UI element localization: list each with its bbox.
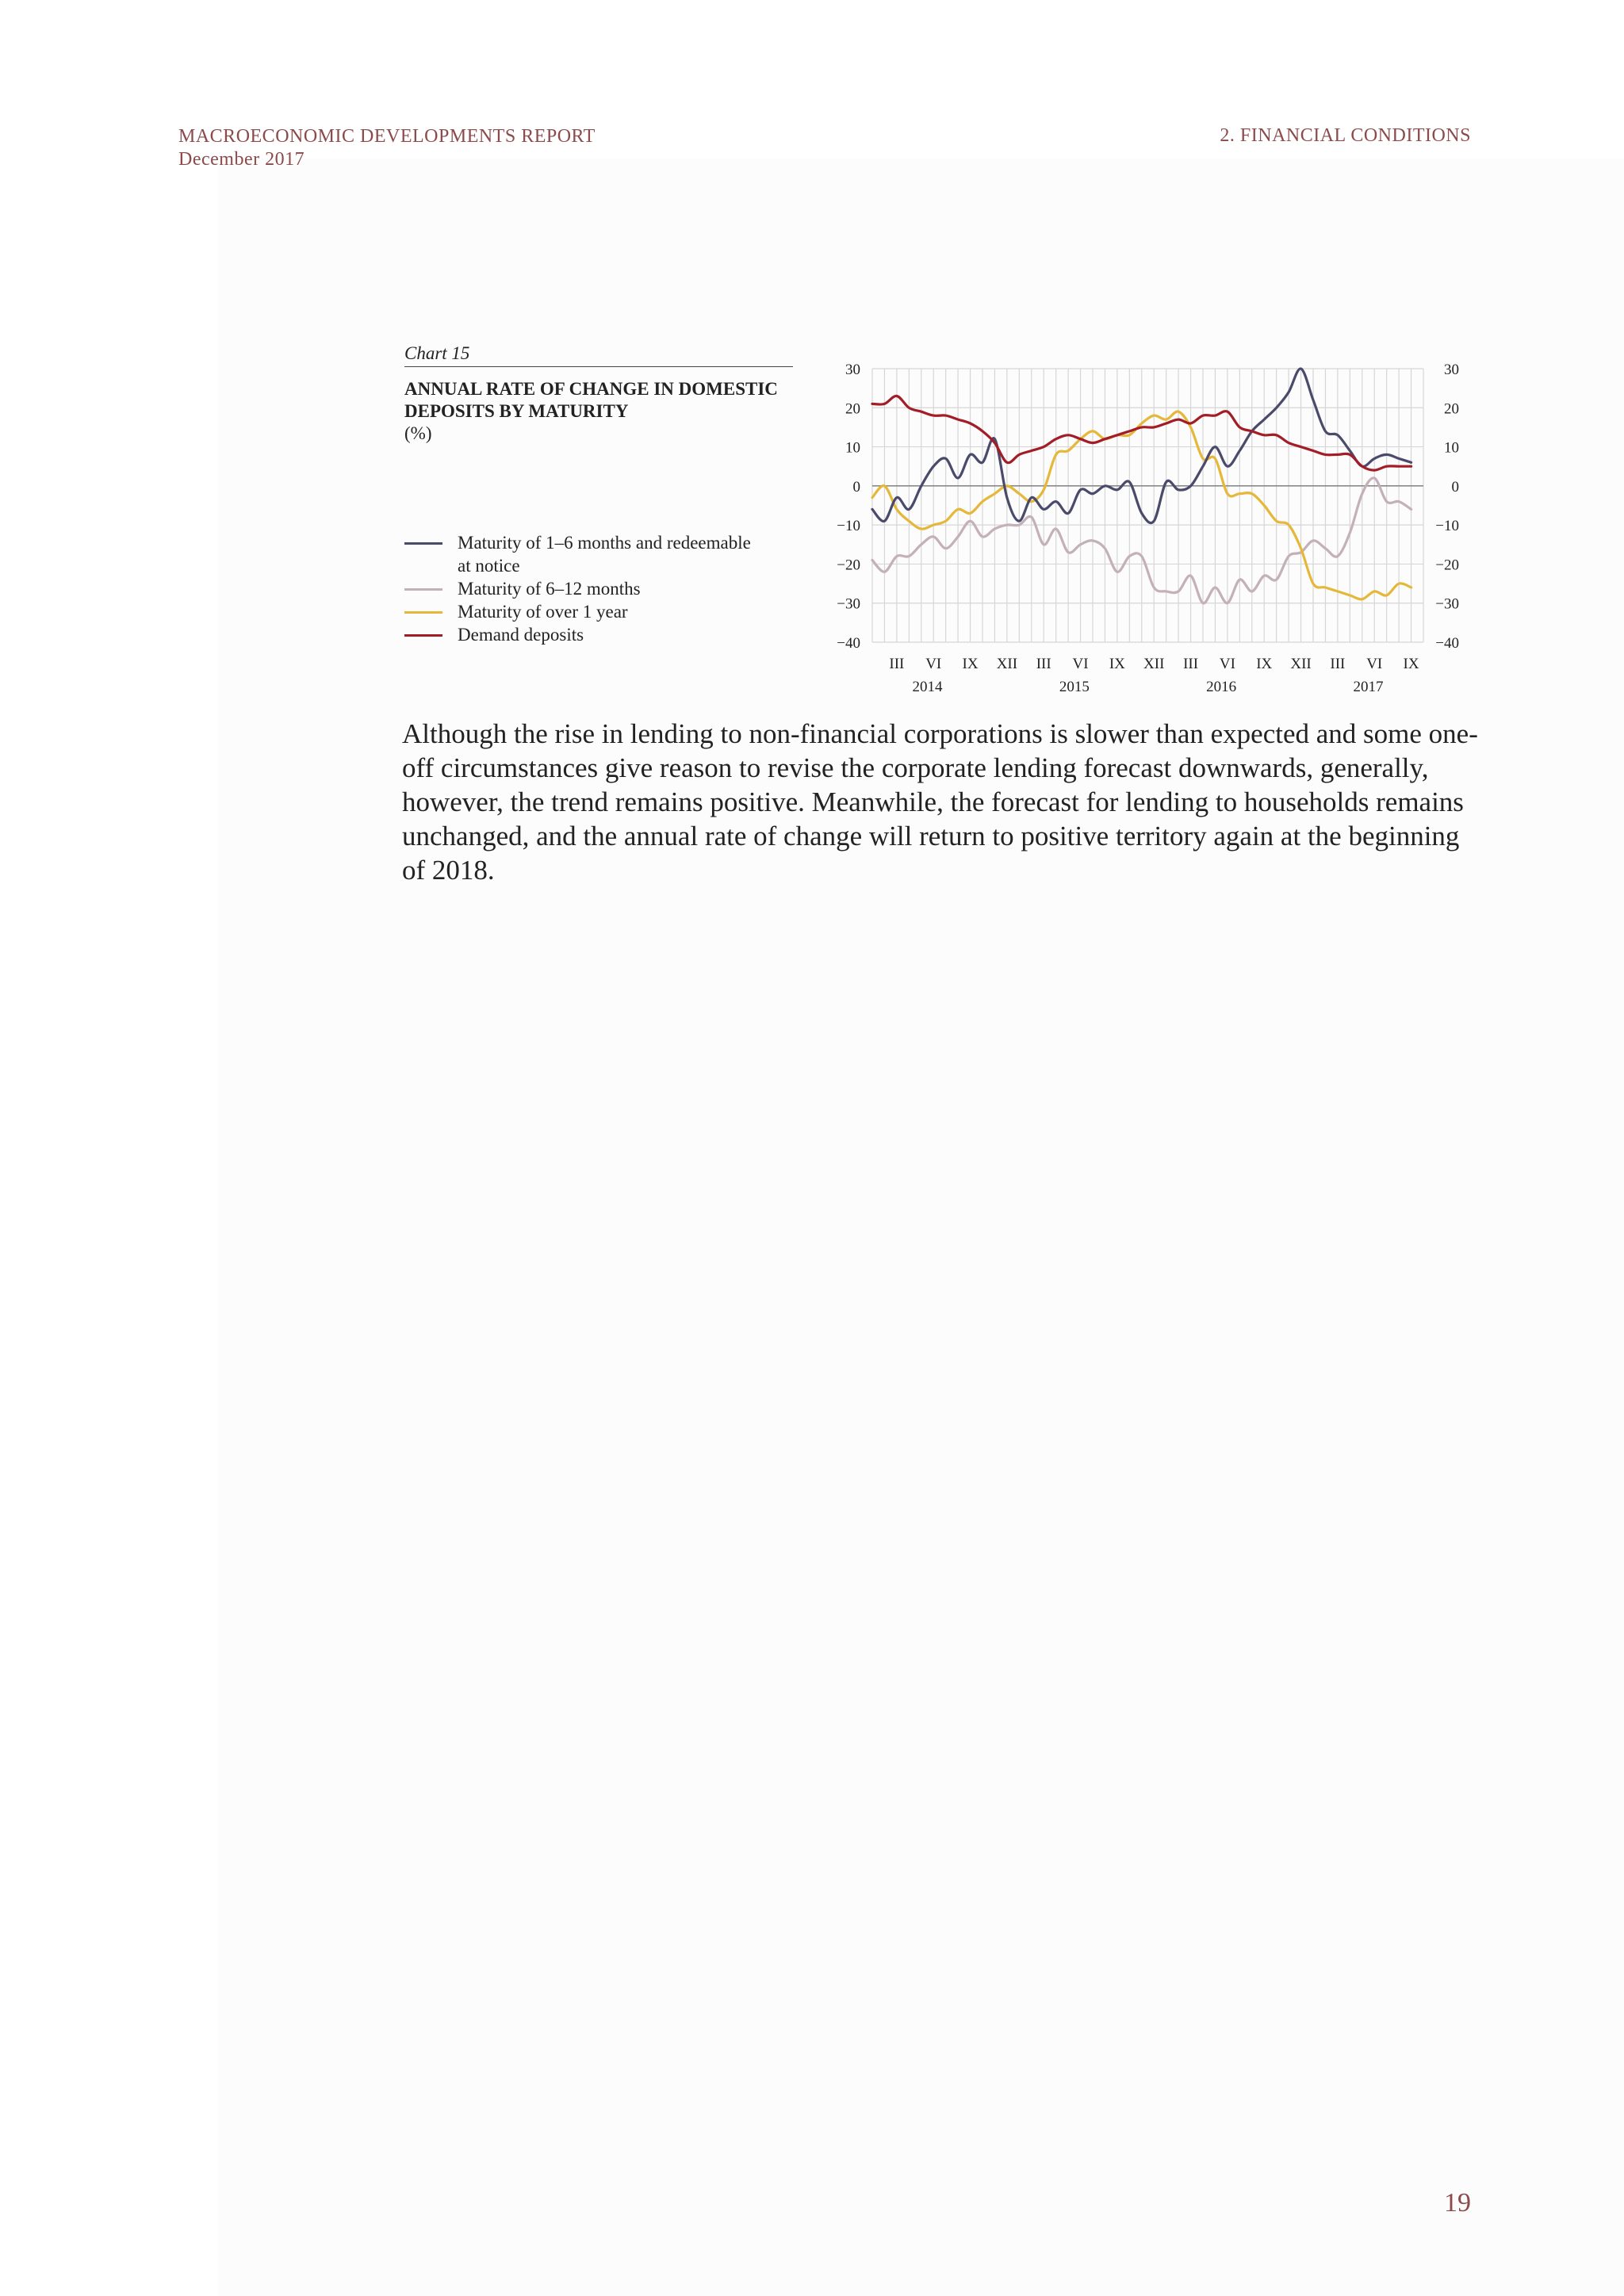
- chart-title-line-1: ANNUAL RATE OF CHANGE IN DOMESTIC: [404, 379, 778, 399]
- legend-item: [404, 577, 777, 600]
- x-tick-label: XII: [996, 656, 1018, 672]
- x-year-label: 2016: [1206, 679, 1237, 695]
- legend-label: Maturity of over 1 year: [458, 602, 628, 622]
- legend-label-continued: at notice: [458, 556, 520, 576]
- chart-title: [404, 378, 801, 423]
- x-tick-label: III: [1330, 656, 1346, 672]
- x-tick-label: VI: [1219, 656, 1235, 672]
- report-header: [178, 125, 596, 171]
- legend-swatch: [404, 611, 442, 614]
- chart-number: Chart 15: [404, 343, 793, 367]
- report-title: MACROECONOMIC DEVELOPMENTS REPORT: [178, 126, 596, 147]
- y-tick-label-left: −20: [837, 557, 860, 574]
- line-chart: [825, 349, 1459, 698]
- legend-swatch: [404, 542, 442, 545]
- legend-swatch: [404, 634, 442, 637]
- legend-swatch: [404, 588, 442, 591]
- legend-label: Maturity of 1–6 months and redeemable: [458, 533, 751, 553]
- x-year-label: 2014: [912, 679, 943, 695]
- x-tick-label: IX: [1403, 656, 1419, 672]
- y-tick-label-right: −30: [1435, 595, 1459, 613]
- legend-label: Maturity of 6–12 months: [458, 579, 641, 599]
- x-tick-label: IX: [962, 656, 979, 672]
- y-tick-label-right: −40: [1435, 635, 1459, 652]
- chart-legend: [404, 531, 777, 646]
- y-tick-label-left: 20: [845, 400, 860, 418]
- legend-item: [404, 623, 777, 646]
- y-tick-label-right: 20: [1444, 400, 1459, 418]
- y-tick-label-right: −20: [1435, 557, 1459, 574]
- x-tick-label: III: [1183, 656, 1199, 672]
- x-tick-label: VI: [1366, 656, 1383, 672]
- chart-caption: [404, 343, 801, 445]
- y-tick-label-left: 0: [852, 478, 860, 496]
- chart-title-line-2: DEPOSITS BY MATURITY: [404, 401, 629, 421]
- y-tick-label-right: −10: [1435, 518, 1459, 535]
- y-tick-label-right: 0: [1451, 478, 1459, 496]
- report-date: December 2017: [178, 149, 305, 170]
- y-tick-label-left: −30: [837, 595, 860, 613]
- x-tick-label: XII: [1290, 656, 1312, 672]
- y-tick-label-left: 30: [845, 362, 860, 378]
- x-tick-label: IX: [1109, 656, 1125, 672]
- page-number: 19: [1444, 2188, 1471, 2218]
- y-tick-label-left: −40: [837, 635, 860, 652]
- y-tick-label-left: −10: [837, 518, 860, 535]
- legend-item: [404, 531, 777, 577]
- x-tick-label: III: [889, 656, 905, 672]
- x-tick-label: III: [1036, 656, 1051, 672]
- x-tick-label: IX: [1256, 656, 1273, 672]
- x-year-label: 2015: [1059, 679, 1090, 695]
- x-tick-label: XII: [1143, 656, 1165, 672]
- legend-label: Demand deposits: [458, 625, 584, 645]
- y-tick-label-right: 10: [1444, 439, 1459, 457]
- legend-item: [404, 600, 777, 623]
- body-paragraph: Although the rise in lending to non-financial corporations is slower than expected and some one-off circumstances give reason to revise the corporate lending forecast downwards, generally, however, the trend remains positive. Meanwhile, the forecast for lending to households remains unchanged, and the annual rate of change will return to positive territory again at the beginning of 2018.: [402, 718, 1478, 886]
- section-title: 2. FINANCIAL CONDITIONS: [1220, 125, 1471, 146]
- x-tick-label: VI: [1072, 656, 1089, 672]
- chart-unit: (%): [404, 423, 432, 443]
- y-tick-label-left: 10: [845, 439, 860, 457]
- x-tick-label: VI: [925, 656, 942, 672]
- y-tick-label-right: 30: [1444, 362, 1459, 378]
- x-year-label: 2017: [1353, 679, 1384, 695]
